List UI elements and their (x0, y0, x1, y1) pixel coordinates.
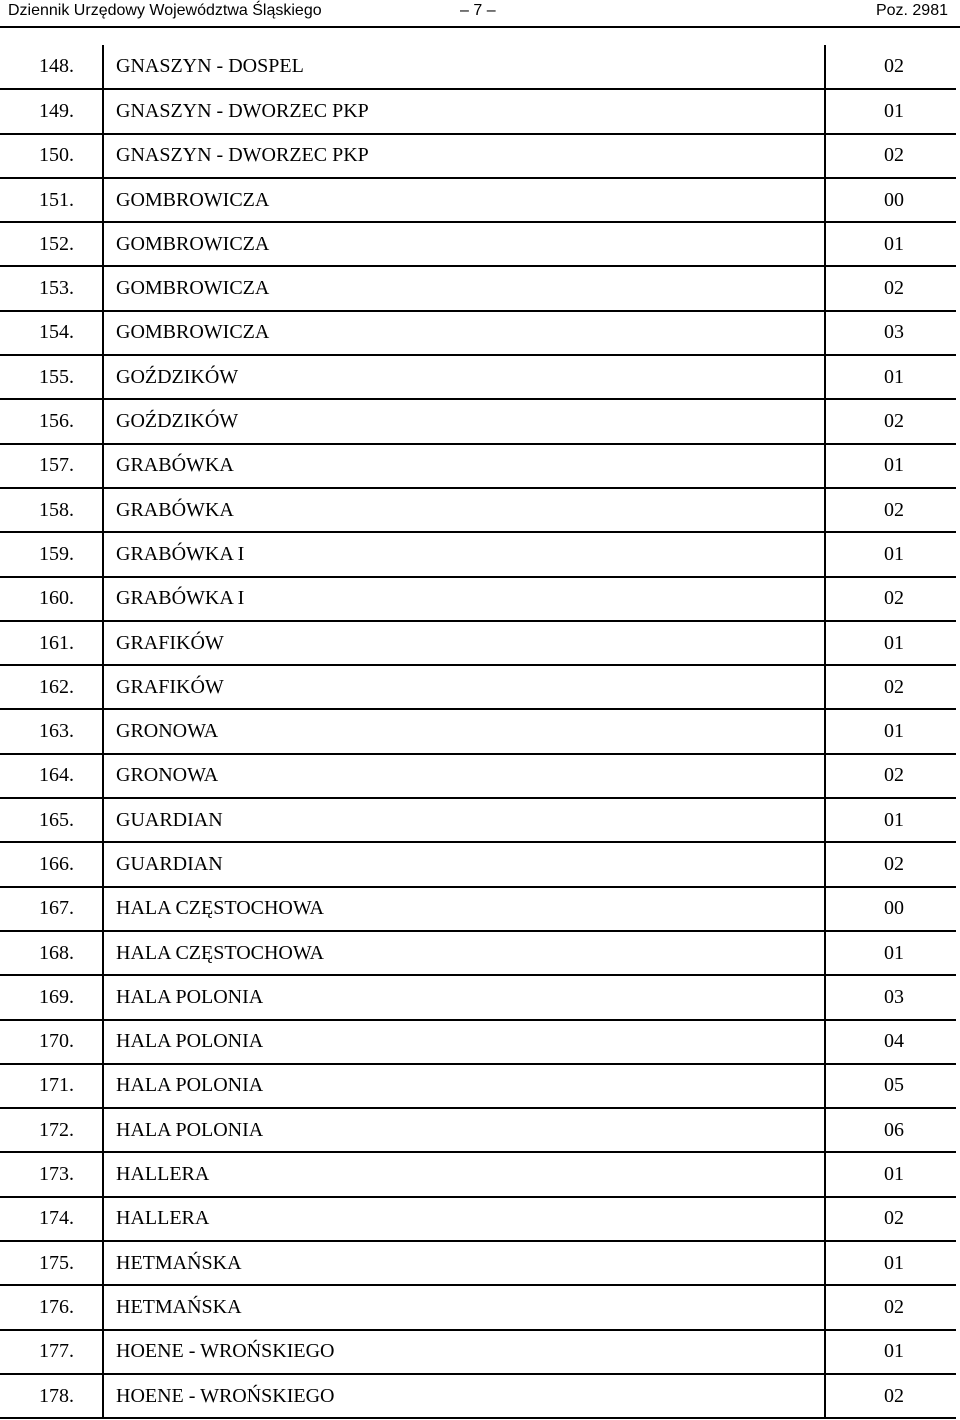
row-number: 165. (0, 798, 103, 842)
row-stop-name: HALLERA (103, 1197, 825, 1241)
table-row (0, 975, 956, 1019)
table-row (0, 665, 956, 709)
row-stop-name: GRABÓWKA (103, 488, 825, 532)
position-number: Poz. 2981 (875, 2, 948, 19)
table-row (0, 1374, 956, 1418)
row-code: 01 (825, 1330, 956, 1374)
row-number: 171. (0, 1064, 103, 1108)
row-code: 01 (825, 709, 956, 753)
row-stop-name: HALA POLONIA (103, 1064, 825, 1108)
row-code: 01 (825, 1241, 956, 1285)
row-stop-name: GRONOWA (103, 709, 825, 753)
table-row (0, 577, 956, 621)
row-number: 167. (0, 887, 103, 931)
row-code: 01 (825, 532, 956, 576)
table-row (0, 178, 956, 222)
row-stop-name: GOŹDZIKÓW (103, 399, 825, 443)
table-row (0, 1197, 956, 1241)
row-number: 168. (0, 931, 103, 975)
row-stop-name: HOENE - WROŃSKIEGO (103, 1374, 825, 1418)
row-stop-name: GOMBROWICZA (103, 222, 825, 266)
table-row (0, 1064, 956, 1108)
table-row (0, 1108, 956, 1152)
row-number: 159. (0, 532, 103, 576)
journal-title: Dziennik Urzędowy Województwa Śląskiego (8, 2, 322, 19)
row-code: 01 (825, 1152, 956, 1196)
table-row (0, 311, 956, 355)
row-stop-name: GRABÓWKA (103, 444, 825, 488)
row-code: 02 (825, 45, 956, 89)
row-number: 157. (0, 444, 103, 488)
row-stop-name: HOENE - WROŃSKIEGO (103, 1330, 825, 1374)
row-stop-name: GUARDIAN (103, 798, 825, 842)
table-row (0, 1152, 956, 1196)
row-code: 02 (825, 665, 956, 709)
row-code: 02 (825, 134, 956, 178)
row-stop-name: HETMAŃSKA (103, 1241, 825, 1285)
row-number: 170. (0, 1020, 103, 1064)
row-stop-name: GRABÓWKA I (103, 532, 825, 576)
row-code: 02 (825, 754, 956, 798)
entries-table-body (0, 45, 956, 1418)
row-code: 02 (825, 488, 956, 532)
entries-table (0, 45, 956, 1419)
table-row (0, 1285, 956, 1329)
row-stop-name: HETMAŃSKA (103, 1285, 825, 1329)
row-stop-name: GOŹDZIKÓW (103, 355, 825, 399)
row-stop-name: HALA CZĘSTOCHOWA (103, 931, 825, 975)
row-stop-name: GOMBROWICZA (103, 178, 825, 222)
table-row (0, 1020, 956, 1064)
row-code: 01 (825, 444, 956, 488)
row-number: 160. (0, 577, 103, 621)
entries-table-container (0, 45, 960, 1419)
row-number: 150. (0, 134, 103, 178)
page-number: – 7 – (460, 2, 496, 19)
row-code: 05 (825, 1064, 956, 1108)
row-code: 01 (825, 89, 956, 133)
table-row (0, 399, 956, 443)
row-stop-name: GRAFIKÓW (103, 621, 825, 665)
row-number: 153. (0, 266, 103, 310)
table-row (0, 1330, 956, 1374)
row-number: 166. (0, 842, 103, 886)
row-number: 162. (0, 665, 103, 709)
row-code: 02 (825, 1285, 956, 1329)
row-number: 177. (0, 1330, 103, 1374)
row-code: 02 (825, 1374, 956, 1418)
row-code: 03 (825, 975, 956, 1019)
row-code: 04 (825, 1020, 956, 1064)
table-row (0, 887, 956, 931)
row-code: 02 (825, 399, 956, 443)
table-row (0, 45, 956, 89)
row-number: 178. (0, 1374, 103, 1418)
table-row (0, 798, 956, 842)
row-stop-name: HALA POLONIA (103, 1020, 825, 1064)
table-row (0, 488, 956, 532)
row-stop-name: GOMBROWICZA (103, 311, 825, 355)
row-number: 152. (0, 222, 103, 266)
row-stop-name: HALA POLONIA (103, 1108, 825, 1152)
table-row (0, 355, 956, 399)
row-stop-name: GNASZYN - DWORZEC PKP (103, 134, 825, 178)
row-stop-name: GOMBROWICZA (103, 266, 825, 310)
row-number: 163. (0, 709, 103, 753)
row-number: 148. (0, 45, 103, 89)
table-row (0, 89, 956, 133)
row-code: 01 (825, 222, 956, 266)
table-row (0, 222, 956, 266)
row-code: 02 (825, 1197, 956, 1241)
row-code: 01 (825, 621, 956, 665)
table-row (0, 134, 956, 178)
table-row (0, 931, 956, 975)
row-number: 174. (0, 1197, 103, 1241)
row-number: 175. (0, 1241, 103, 1285)
row-stop-name: GNASZYN - DWORZEC PKP (103, 89, 825, 133)
row-number: 156. (0, 399, 103, 443)
row-number: 164. (0, 754, 103, 798)
row-code: 02 (825, 577, 956, 621)
row-number: 172. (0, 1108, 103, 1152)
table-row (0, 532, 956, 576)
row-number: 151. (0, 178, 103, 222)
row-stop-name: HALA POLONIA (103, 975, 825, 1019)
row-code: 06 (825, 1108, 956, 1152)
row-stop-name: GUARDIAN (103, 842, 825, 886)
row-stop-name: HALA CZĘSTOCHOWA (103, 887, 825, 931)
row-code: 01 (825, 355, 956, 399)
row-code: 03 (825, 311, 956, 355)
row-code: 01 (825, 931, 956, 975)
row-number: 161. (0, 621, 103, 665)
row-code: 00 (825, 178, 956, 222)
table-row (0, 709, 956, 753)
row-number: 155. (0, 355, 103, 399)
table-row (0, 621, 956, 665)
row-number: 149. (0, 89, 103, 133)
row-stop-name: GRONOWA (103, 754, 825, 798)
row-number: 158. (0, 488, 103, 532)
row-number: 173. (0, 1152, 103, 1196)
page-header (0, 0, 960, 28)
row-number: 154. (0, 311, 103, 355)
row-code: 00 (825, 887, 956, 931)
row-stop-name: GNASZYN - DOSPEL (103, 45, 825, 89)
row-stop-name: HALLERA (103, 1152, 825, 1196)
table-row (0, 1241, 956, 1285)
table-row (0, 444, 956, 488)
row-stop-name: GRABÓWKA I (103, 577, 825, 621)
table-row (0, 754, 956, 798)
row-code: 02 (825, 842, 956, 886)
row-code: 01 (825, 798, 956, 842)
table-row (0, 266, 956, 310)
table-row (0, 842, 956, 886)
row-number: 169. (0, 975, 103, 1019)
row-number: 176. (0, 1285, 103, 1329)
row-stop-name: GRAFIKÓW (103, 665, 825, 709)
row-code: 02 (825, 266, 956, 310)
